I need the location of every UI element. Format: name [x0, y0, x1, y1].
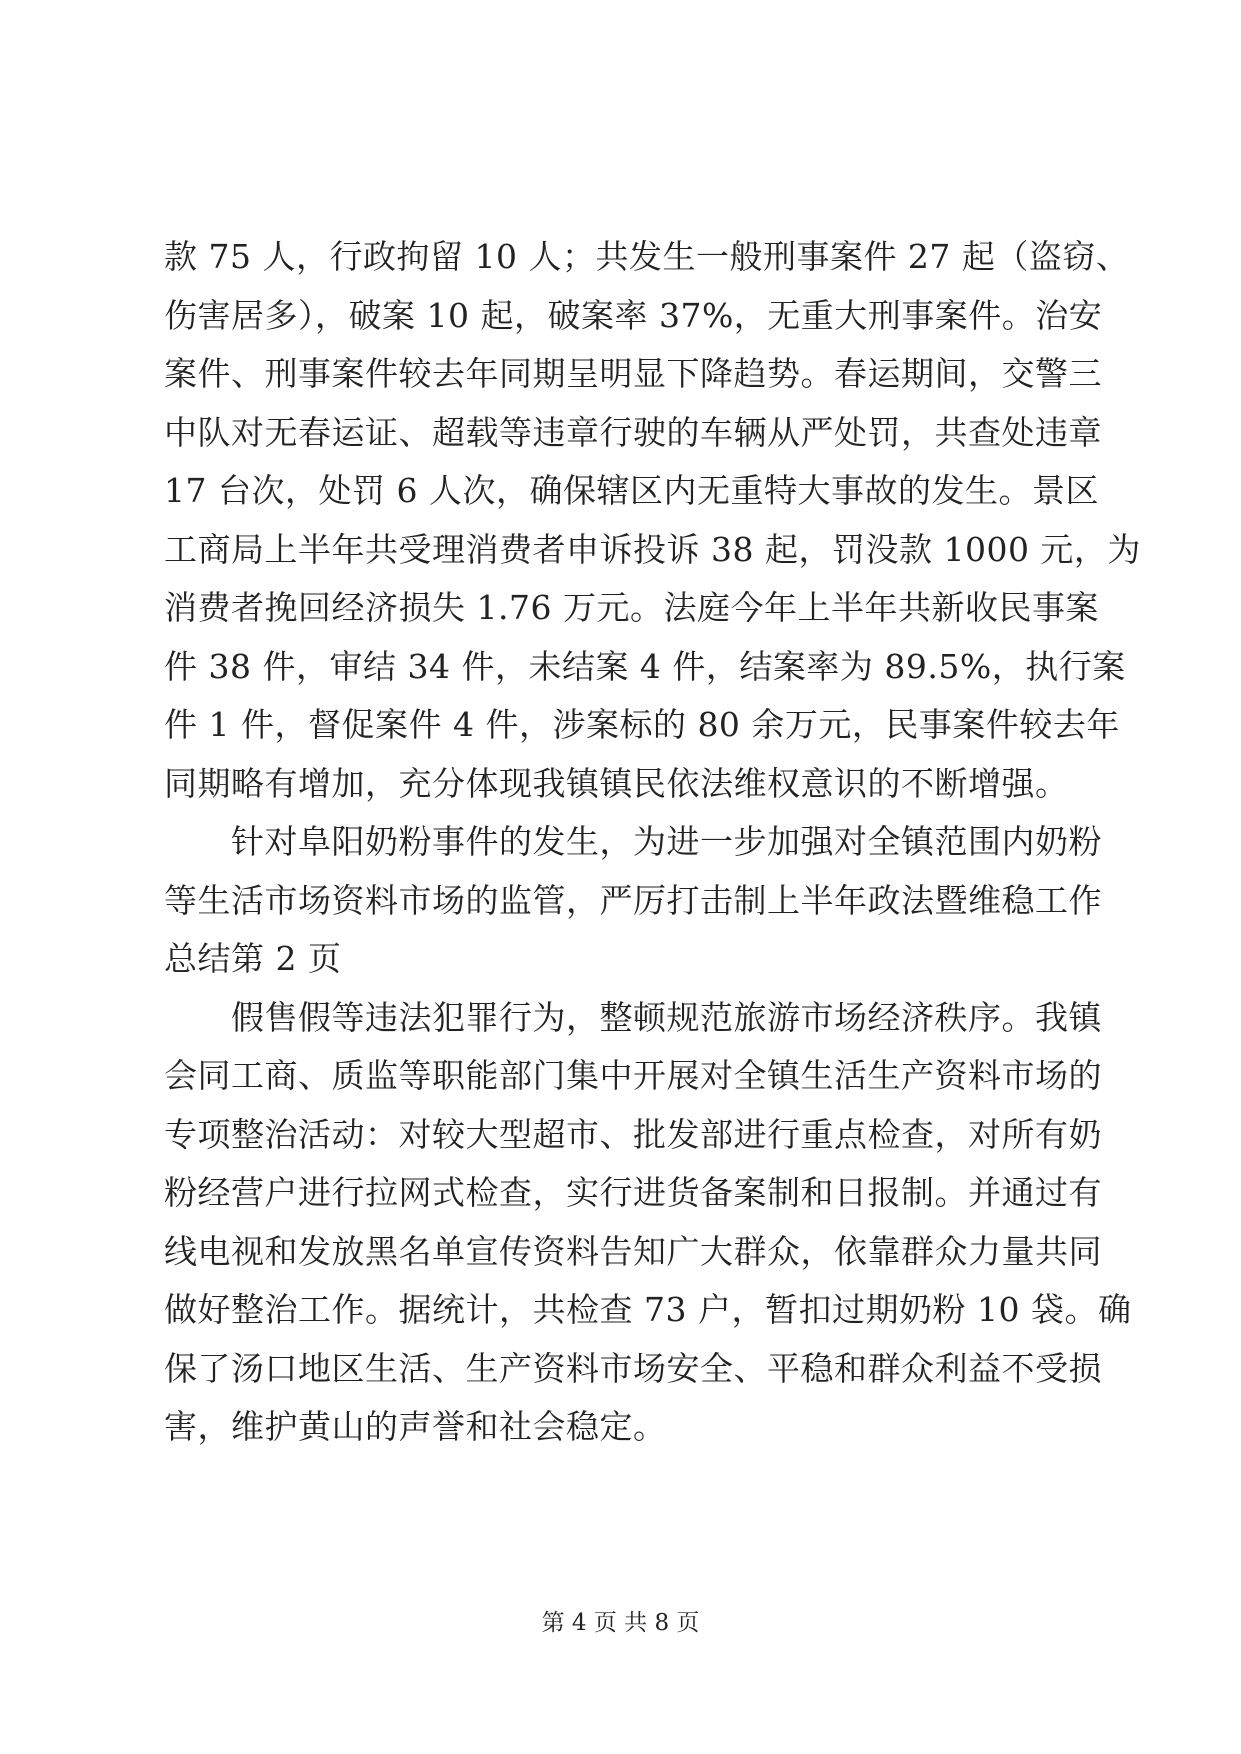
body-line: 害，维护黄山的声誉和社会稳定。: [164, 1407, 667, 1446]
body-line: 总结第 2 页: [164, 939, 342, 978]
body-line: 同期略有增加，充分体现我镇镇民依法维权意识的不断增强。: [164, 763, 1069, 803]
body-line: 会同工商、质监等职能部门集中开展对全镇生活生产资料市场的: [164, 1056, 1102, 1095]
body-line: 针对阜阳奶粉事件的发生，为进一步加强对全镇范围内奶粉: [164, 822, 1102, 861]
page-footer: 第 4 页 共 8 页: [541, 1610, 700, 1636]
body-line: 伤害居多），破案 10 起，破案率 37%，无重大刑事案件。治安: [164, 295, 1103, 335]
body-line: 17 台次，处罚 6 人次，确保辖区内无重特大事故的发生。景区: [164, 471, 1099, 510]
body-line: 假售假等违法犯罪行为，整顿规范旅游市场经济秩序。我镇: [164, 997, 1102, 1037]
body-line: 线电视和发放黑名单宣传资料告知广大群众，依靠群众力量共同: [164, 1231, 1102, 1271]
body-line: 件 1 件，督促案件 4 件，涉案标的 80 余万元，民事案件较去年: [164, 705, 1120, 744]
body-line: 粉经营户进行拉网式检查，实行进货备案制和日报制。并通过有: [164, 1173, 1102, 1212]
body-line: 件 38 件，审结 34 件，未结案 4 件，结案率为 89.5%，执行案: [164, 646, 1126, 686]
body-line: 保了汤口地区生活、生产资料市场安全、平稳和群众利益不受损: [164, 1348, 1102, 1388]
body-text: [164, 228, 1141, 1457]
body-line: 工商局上半年共受理消费者申诉投诉 38 起，罚没款 1000 元，为: [164, 529, 1141, 569]
body-line: 消费者挽回经济损失 1.76 万元。法庭今年上半年共新收民事案: [164, 588, 1099, 627]
body-line: 中队对无春运证、超载等违章行驶的车辆从严处罚，共查处违章: [164, 412, 1102, 452]
body-line: 专项整治活动：对较大型超市、批发部进行重点检查，对所有奶: [164, 1114, 1102, 1154]
body-line: 做好整治工作。据统计，共检查 73 户，暂扣过期奶粉 10 袋。确: [164, 1290, 1132, 1329]
body-line: 等生活市场资料市场的监管，严厉打击制上半年政法暨维稳工作: [164, 880, 1102, 920]
body-line: 案件、刑事案件较去年同期呈明显下降趋势。春运期间，交警三: [164, 354, 1102, 393]
body-line: 款 75 人，行政拘留 10 人；共发生一般刑事案件 27 起（盗窃、: [164, 237, 1130, 276]
